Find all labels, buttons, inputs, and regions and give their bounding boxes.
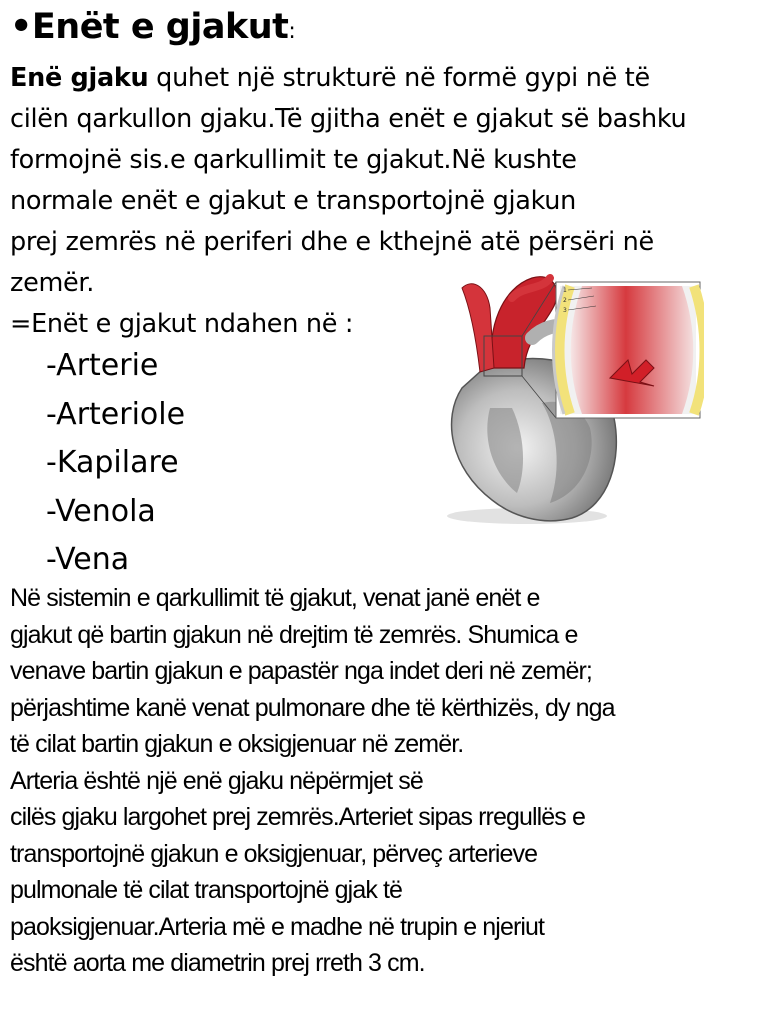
body-line: Në sistemin e qarkullimit të gjakut, venat janë enët e xyxy=(10,584,540,612)
heart-illustration-icon xyxy=(432,268,704,530)
vessel-type-item: -Vena xyxy=(46,542,130,577)
page-title xyxy=(10,4,295,55)
intro-line: formojnë sis.e qarkullimit te gjakut.Në kushte xyxy=(10,145,577,175)
body-line: Arteria është një enë gjaku nëpërmjet së xyxy=(10,766,423,795)
intro-line: prej zemrës në periferi dhe e kthejnë atë përsëri në xyxy=(10,227,654,257)
intro-line: cilën qarkullon gjaku.Të gjitha enët e gjakut së bashku xyxy=(10,104,687,134)
vessel-wall-inset xyxy=(554,282,705,418)
intro-lead-term: Enë gjaku xyxy=(10,63,149,93)
inset-label: 1 xyxy=(563,287,567,294)
page-title-colon: : xyxy=(288,19,296,44)
intro-line: =Enët e gjakut ndahen në : xyxy=(10,309,354,339)
vessel-type-item: -Venola xyxy=(46,493,156,529)
body-line: paoksigjenuar.Arteria më e madhe në trupin e njeriut xyxy=(10,912,545,941)
intro-line: Enë gjaku quhet një strukturë në formë gypi në të xyxy=(10,63,650,93)
body-line: është aorta me diametrin prej rreth 3 cm. xyxy=(10,949,425,977)
body-line: përjashtime kanë venat pulmonare dhe të kërthizës, dy nga xyxy=(10,693,615,722)
vessel-type-list xyxy=(46,342,185,585)
body-paragraphs xyxy=(10,580,760,982)
inset-label: 2 xyxy=(563,297,567,304)
vessel-type-item: -Arterie xyxy=(46,348,159,383)
body-line: të cilat bartin gjakun e oksigjenuar në zemër. xyxy=(10,730,464,758)
vessel-type-item: -Arteriole xyxy=(46,396,186,432)
page-title-text: •Enët e gjakut xyxy=(10,7,289,47)
body-line: venave bartin gjakun e papastër nga indet deri në zemër; xyxy=(10,657,592,685)
intro-line: zemër. xyxy=(10,268,95,298)
intro-line: normale enët e gjakut e transportojnë gjakun xyxy=(10,186,576,216)
vessel-type-item: -Kapilare xyxy=(46,445,179,480)
body-line: pulmonale të cilat transportojnë gjak të xyxy=(10,876,403,904)
body-line: gjakut që bartin gjakun në drejtim të zemrës. Shumica e xyxy=(10,620,578,649)
body-line: transportojnë gjakun e oksigjenuar, përveç arterieve xyxy=(10,839,538,868)
inset-label: 3 xyxy=(563,307,567,314)
body-line: cilës gjaku largohet prej zemrës.Arteriet sipas rregullës e xyxy=(10,803,585,831)
